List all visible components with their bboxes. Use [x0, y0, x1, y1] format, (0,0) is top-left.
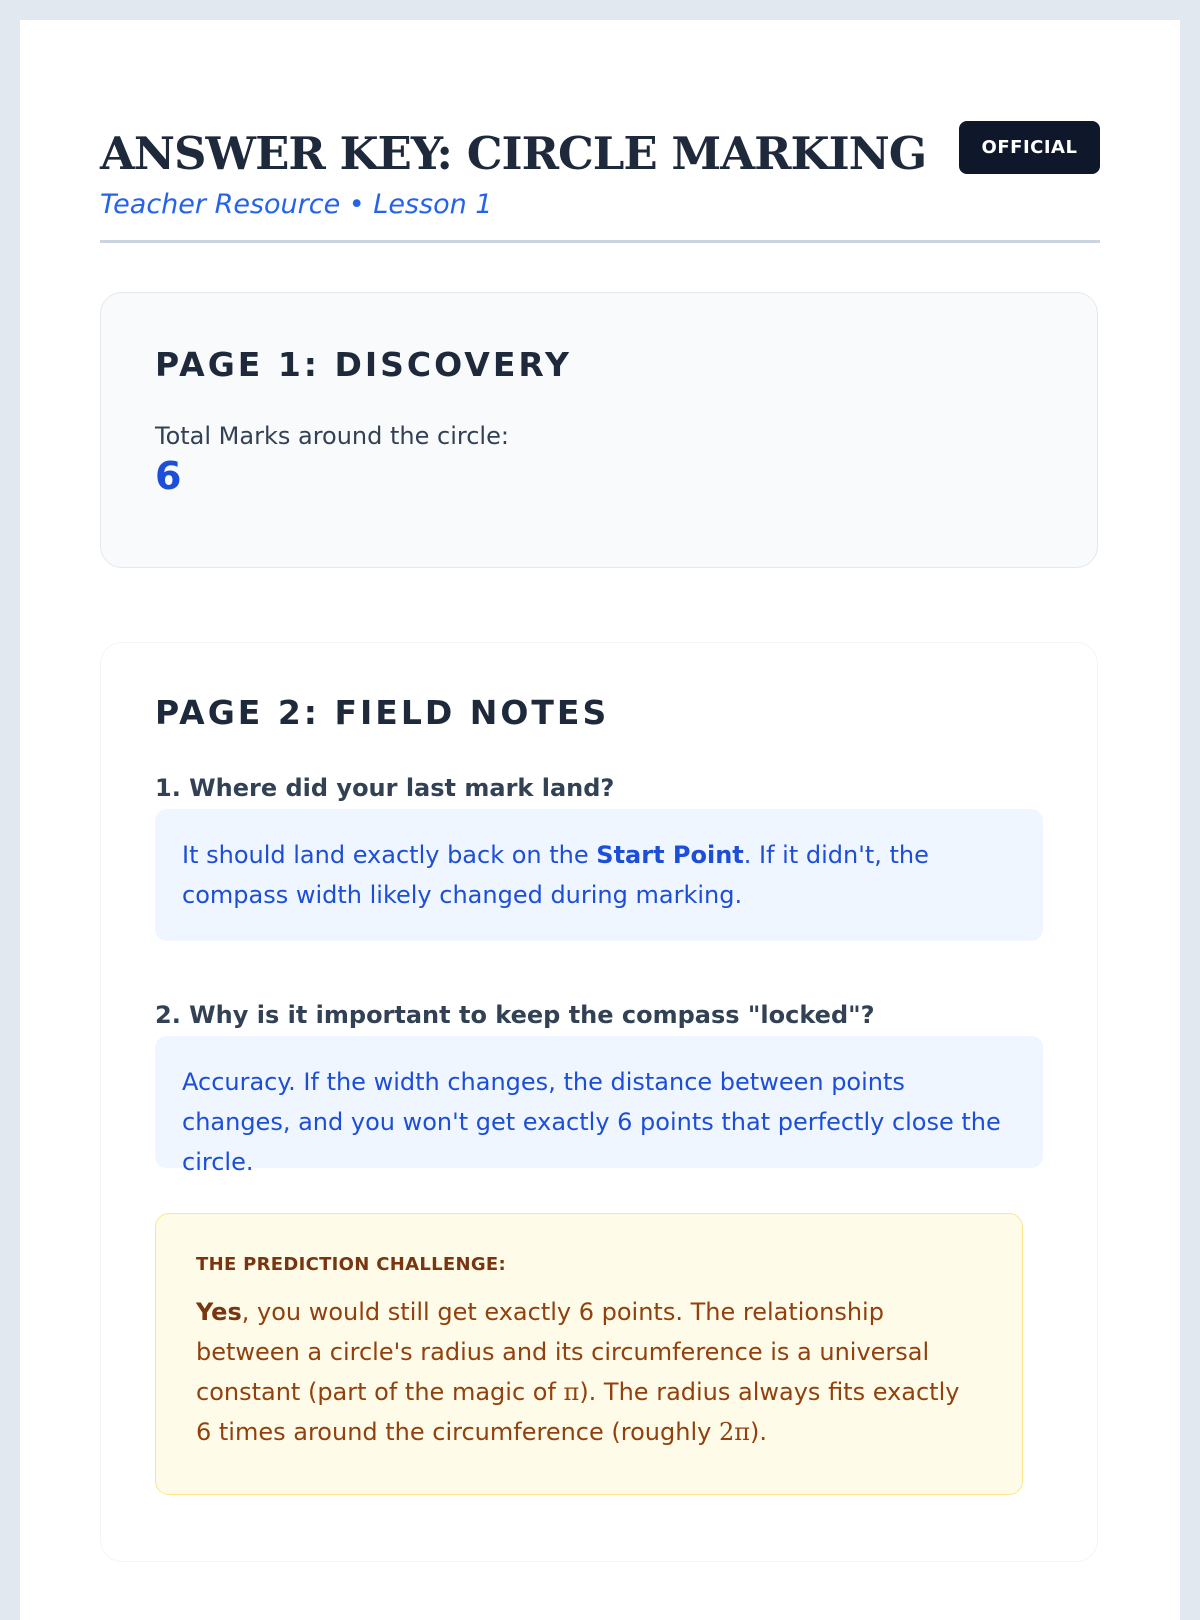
- field-notes-card: [100, 642, 1098, 1562]
- official-badge: OFFICIAL: [959, 121, 1100, 174]
- answer-1-text-start: It should land exactly back on the: [182, 841, 597, 869]
- page-title: ANSWER KEY: CIRCLE MARKING: [100, 127, 927, 180]
- challenge-text-mid: ). The radius always fits exactly 6 times around the circumference (roughly: [196, 1378, 960, 1446]
- answer-2-box: Accuracy. If the width changes, the distance between points changes, and you won't get exactly 6 points that perfectly close the circle.: [155, 1036, 1043, 1168]
- discovery-title: PAGE 1: DISCOVERY: [155, 345, 572, 384]
- discovery-card: [100, 292, 1098, 568]
- header-divider: [100, 240, 1100, 243]
- question-2: 2. Why is it important to keep the compass "locked"?: [155, 1001, 875, 1029]
- page-subtitle: Teacher Resource • Lesson 1: [100, 189, 493, 220]
- answer-1-start-point: Start Point: [596, 841, 744, 869]
- challenge-yes: Yes: [196, 1298, 242, 1326]
- answer-key-sheet: [20, 20, 1180, 1620]
- pi-symbol: π: [563, 1378, 580, 1406]
- challenge-text: [196, 1292, 982, 1452]
- challenge-text-end: ).: [749, 1418, 767, 1446]
- field-notes-title: PAGE 2: FIELD NOTES: [155, 693, 610, 732]
- challenge-text-main: , you would still get exactly 6 points. The relationship between a circle's radius and its circumference is a universal constant (part of the magic of: [196, 1298, 930, 1406]
- answer-1-text-end: . If it didn't, the compass width likely changed during marking.: [182, 841, 929, 909]
- prediction-challenge-box: [155, 1213, 1023, 1495]
- question-1: 1. Where did your last mark land?: [155, 774, 615, 802]
- total-marks-label: Total Marks around the circle:: [155, 422, 509, 450]
- answer-1-box: [155, 809, 1043, 941]
- total-marks-value: 6: [155, 454, 182, 498]
- two-pi-symbol: 2π: [718, 1418, 750, 1446]
- challenge-label: THE PREDICTION CHALLENGE:: [196, 1254, 506, 1275]
